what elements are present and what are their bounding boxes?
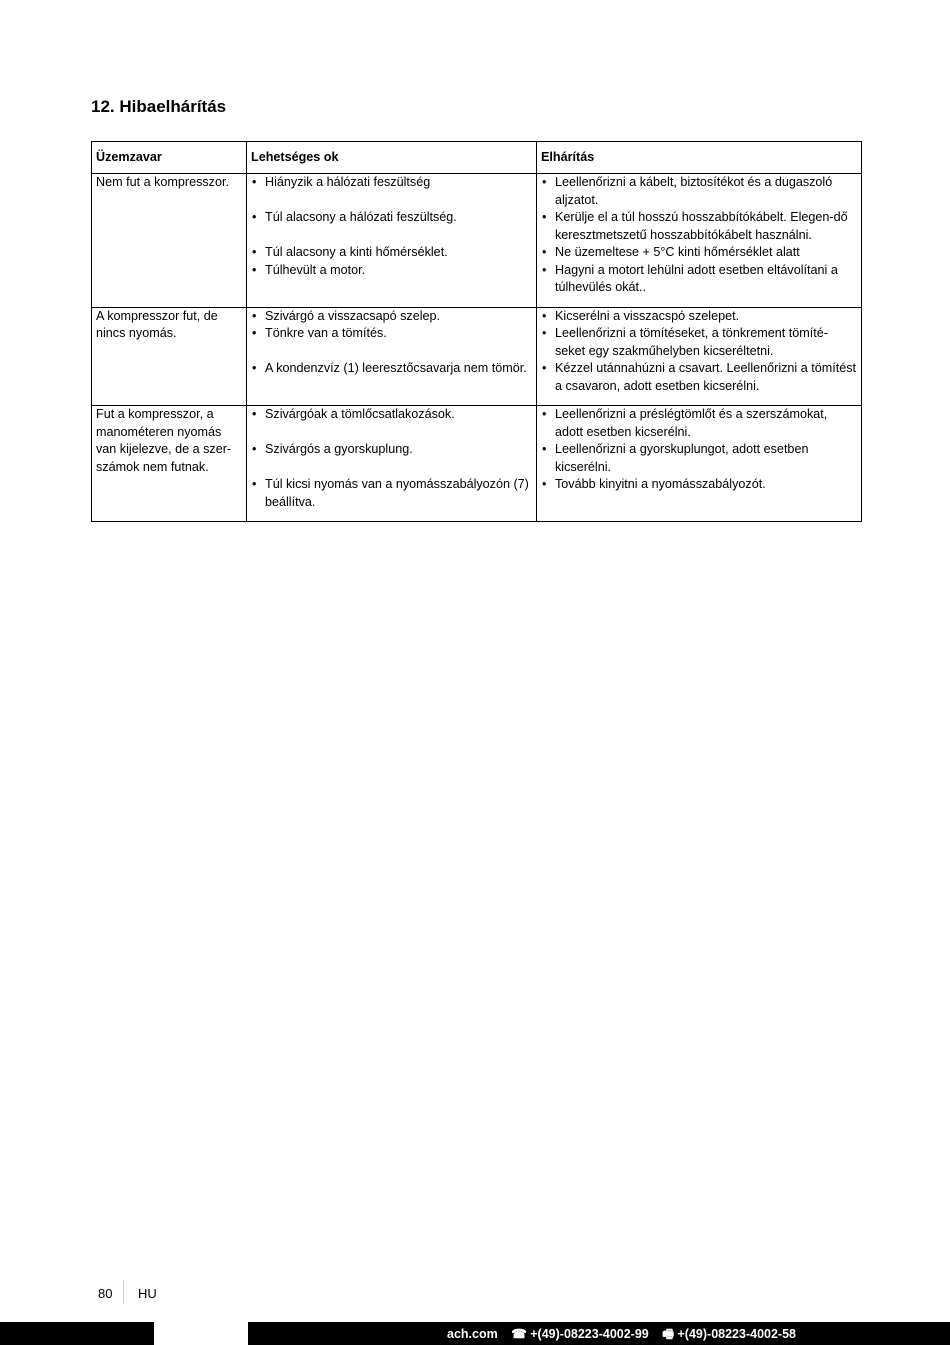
remedy-cell xyxy=(537,307,862,406)
table-row xyxy=(92,174,862,308)
remedy-item: • Kicserélni a visszacspó szelepet. xyxy=(541,308,857,326)
header-remedy: Elhárítás xyxy=(537,142,862,174)
cause-item: • A kondenzvíz (1) leeresztőcsavarja nem tömör. xyxy=(251,360,532,378)
remedy-cell xyxy=(537,174,862,308)
remedy-item: • Hagyni a motort lehülni adott esetben eltávolítani a túlhevülés okát.. xyxy=(541,262,857,297)
remedy-item: • Ne üzemeltese + 5°C kinti hőmérséklet alatt xyxy=(541,244,857,262)
cause-cell xyxy=(247,307,537,406)
cause-item: • Túl kicsi nyomás van a nyomásszabályozón (7) beállítva. xyxy=(251,476,532,511)
header-cause: Lehetséges ok xyxy=(247,142,537,174)
footer-bar-left xyxy=(0,1322,154,1345)
fault-cell: Fut a kompresszor, a manométeren nyomás van kijelezve, de a szer-számok nem futnak. xyxy=(92,406,247,522)
cause-item: • Szivárgós a gyorskuplung. xyxy=(251,441,532,459)
remedy-item: • Leellenőrizni a kábelt, biztosítékot és a dugaszoló aljzatot. xyxy=(541,174,857,209)
remedy-item: • Leellenőrizni a gyorskuplungot, adott esetben kicserélni. xyxy=(541,441,857,476)
cause-item: • Túl alacsony a kinti hőmérséklet. xyxy=(251,244,532,262)
remedy-item: • Leellenőrizni a tömítéseket, a tönkrement tömíté-seket egy szakműhelyben kicseréltetni. xyxy=(541,325,857,360)
remedy-item: • Kerülje el a túl hosszú hosszabbítókábelt. Elegen-dő keresztmetszetű hosszabbítókábelt használni. xyxy=(541,209,857,244)
remedy-item: • Leellenőrizni a préslégtömlőt és a szerszámokat, adott esetben kicserélni. xyxy=(541,406,857,441)
table-row xyxy=(92,307,862,406)
section-title: 12. Hibaelhárítás xyxy=(91,97,227,116)
troubleshooting-table xyxy=(91,141,862,522)
cause-cell xyxy=(247,406,537,522)
remedy-cell xyxy=(537,406,862,522)
table-header-row xyxy=(92,142,862,174)
fault-cell: A kompresszor fut, de nincs nyomás. xyxy=(92,307,247,406)
remedy-item: • Tovább kinyitni a nyomásszabályozót. xyxy=(541,476,857,494)
footer-contact xyxy=(437,1325,796,1345)
cause-item: • Hiányzik a hálózati feszültség xyxy=(251,174,532,192)
cause-item: • Tönkre van a tömítés. xyxy=(251,325,532,343)
cause-cell xyxy=(247,174,537,308)
fax-text: 🖷 +(49)-08223-4002-58 xyxy=(662,1327,796,1341)
cause-item: • Túl alacsony a hálózati feszültség. xyxy=(251,209,532,227)
fault-cell: Nem fut a kompresszor. xyxy=(92,174,247,308)
cause-item: • Szivárgóak a tömlőcsatlakozások. xyxy=(251,406,532,424)
footer-divider xyxy=(123,1280,124,1304)
cause-item: • Szivárgó a visszacsapó szelep. xyxy=(251,308,532,326)
header-fault: Üzemzavar xyxy=(92,142,247,174)
footer-contact-bar xyxy=(248,1322,950,1345)
language-code: HU xyxy=(138,1286,157,1301)
page-number: 80 xyxy=(98,1286,113,1301)
remedy-item: • Kézzel utánnahúzni a csavart. Leellenőrizni a tömítést a csavaron, adott esetben kicserélni. xyxy=(541,360,857,395)
table-row xyxy=(92,406,862,522)
cause-item: • Túlhevült a motor. xyxy=(251,262,532,280)
phone-text: ☎ +(49)-08223-4002-99 xyxy=(511,1327,649,1341)
website-text: ach.com xyxy=(447,1327,498,1341)
